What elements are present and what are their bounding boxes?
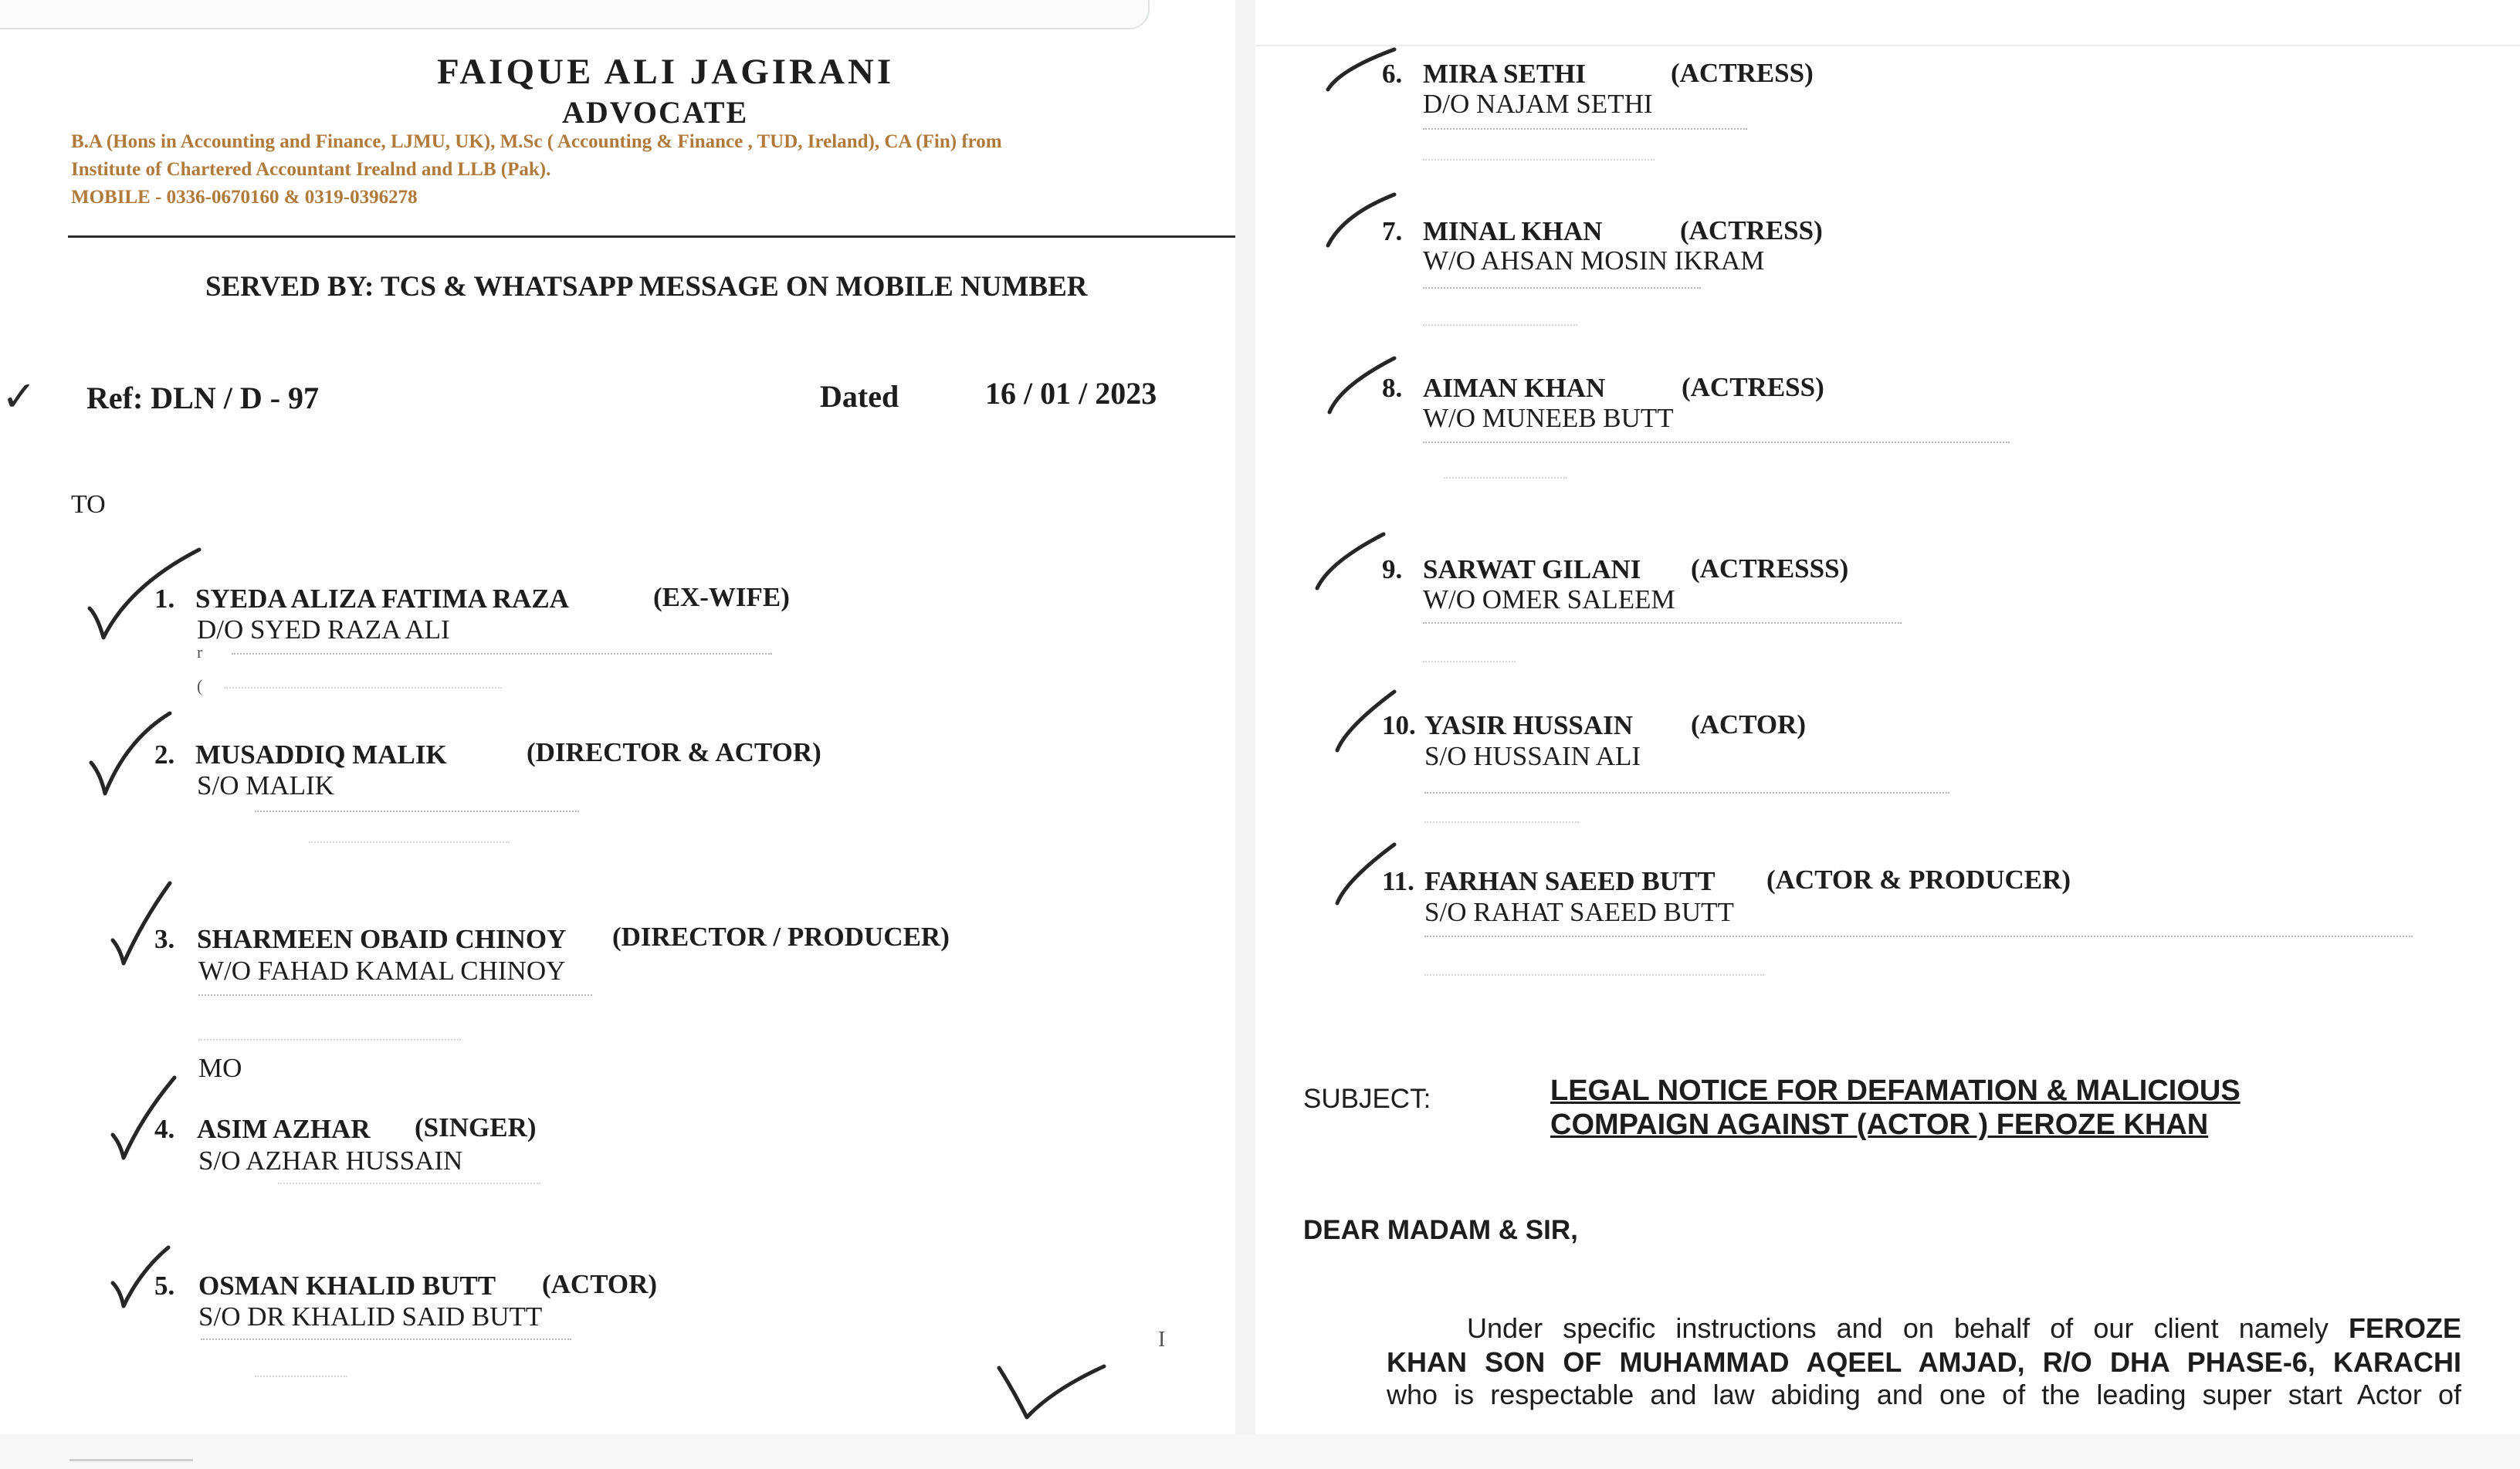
redacted-address [198,994,592,996]
redacted-address [1423,287,1701,289]
redacted-address [201,1339,571,1340]
recipient-role: (ACTRESS) [1671,58,1814,88]
body-paragraph-line: KHAN SON OF MUHAMMAD AQEEL AMJAD, R/O DHA PHASE-6, KARACHI [1387,1346,2461,1378]
redacted-address [1424,792,1949,794]
notice-date: 16 / 01 / 2023 [985,376,1157,411]
recipient-text: 4. [154,1114,175,1144]
recipient-role: (ACTOR) [1691,709,1807,740]
redacted-mobile-fragment: MO [198,1053,242,1083]
redacted-address [278,1183,540,1184]
recipient-relation: S/O DR KHALID SAID BUTT [198,1301,543,1332]
recipient-role: (ACTOR) [542,1269,658,1299]
signature-check-icon [996,1352,1112,1422]
recipient-name: MUSADDIQ MALIK [195,740,447,770]
served-by-line: SERVED BY: TCS & WHATSAPP MESSAGE ON MOBILE NUMBER [205,271,1088,303]
recipient-text: 5. [154,1271,175,1301]
recipient-relation: W/O FAHAD KAMAL CHINOY [198,956,566,986]
redacted-address [1424,936,2413,937]
recipient-role: (EX-WIFE) [653,582,790,612]
recipient-name: AIMAN KHAN [1423,373,1606,403]
dated-label: Dated [820,379,899,414]
recipient-role: (ACTRESS) [1680,215,1823,245]
recipient-name: MINAL KHAN [1423,216,1603,246]
redacted-contact [224,687,502,689]
recipient-role: (SINGER) [415,1112,537,1142]
viewer-bottom-bar [0,1434,2520,1469]
subject-line-cont: COMPAIGN AGAINST (ACTOR ) FEROZE KHAN [1550,1109,2209,1141]
body-paragraph-line: Under specific instructions and on behalf of our client namely FEROZE [1467,1312,2461,1344]
viewer-hint [69,1459,193,1461]
redacted-address [255,811,579,812]
salutation: DEAR MADAM & SIR, [1303,1215,1578,1245]
reference-number: Ref: DLN / D - 97 [86,381,320,415]
recipient-text: 1. [154,584,175,614]
checkmark-icon [1314,531,1391,593]
recipient-name: SHARMEEN OBAID CHINOY [197,924,567,954]
redacted-address [1423,442,2010,443]
recipient-text: 2. [154,740,175,770]
recipient-role: (DIRECTOR / PRODUCER) [612,922,950,952]
redacted-address [1423,128,1747,130]
advocate-credentials: B.A (Hons in Accounting and Finance, LJMU, UK), M.Sc ( Accounting & Finance , TUD, Ireland), CA (Fin) from [71,131,1002,152]
recipient-text: ( [197,676,203,696]
recipient-relation: W/O AHSAN MOSIN IKRAM [1423,245,1765,276]
recipient-relation: S/O HUSSAIN ALI [1424,741,1641,771]
redacted-address [232,653,772,655]
recipient-relation: D/O NAJAM SETHI [1423,89,1653,119]
recipient-name: OSMAN KHALID BUTT [198,1271,496,1301]
recipient-relation: S/O MALIK [197,770,334,801]
recipient-relation: S/O RAHAT SAEED BUTT [1424,897,1734,927]
redacted-address [1423,622,1902,624]
recipient-role: (DIRECTOR & ACTOR) [527,737,821,767]
recipient-name: FARHAN SAEED BUTT [1424,866,1716,896]
recipient-name: MIRA SETHI [1423,59,1587,89]
recipient-text: 3. [154,924,175,954]
subject-line: LEGAL NOTICE FOR DEFAMATION & MALICIOUS [1550,1075,2241,1107]
checkmark-icon [83,547,207,647]
recipient-relation: W/O OMER SALEEM [1423,584,1675,614]
advocate-credentials-cont: Institute of Chartered Accountant Irealnd and LLB (Pak). [71,159,551,180]
advocate-title: ADVOCATE [562,95,749,130]
recipient-role: (ACTOR & PRODUCER) [1766,865,2071,895]
margin-tick-icon: ✓ [2,372,37,421]
recipient-relation: S/O AZHAR HUSSAIN [198,1146,463,1176]
recipient-name: SARWAT GILANI [1423,554,1641,584]
recipient-role: (ACTRESS) [1682,372,1824,402]
advocate-name: FAIQUE ALI JAGIRANI [437,52,895,92]
recipient-text: I [1158,1328,1166,1352]
advocate-mobile: MOBILE - 0336-0670160 & 0319-0396278 [71,187,418,208]
recipient-role: (ACTRESSS) [1691,553,1849,584]
subject-label: SUBJECT: [1303,1084,1431,1114]
browser-tab-edge [0,0,1150,29]
letterhead-divider [68,235,1235,238]
recipient-name: YASIR HUSSAIN [1424,710,1634,740]
recipient-relation: D/O SYED RAZA ALI [197,614,450,645]
recipient-name: SYEDA ALIZA FATIMA RAZA [195,584,569,614]
notice-page-1 [0,0,1235,1434]
to-label: TO [71,490,106,519]
body-paragraph-line: who is respectable and law abiding and one of the leading super start Actor of [1387,1379,2461,1410]
recipient-text: r [197,642,203,662]
recipient-name: ASIM AZHAR [197,1114,371,1144]
recipient-relation: W/O MUNEEB BUTT [1423,403,1674,433]
